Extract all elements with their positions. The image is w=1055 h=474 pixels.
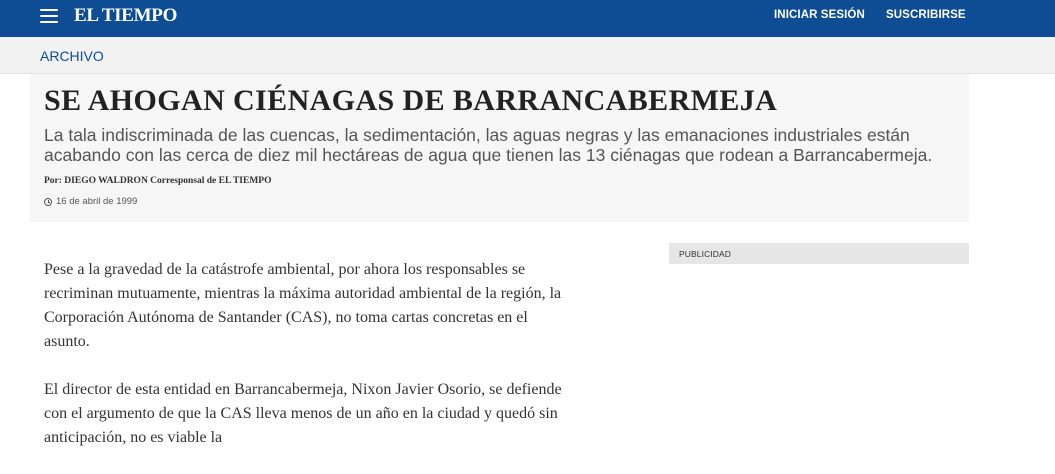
section-bar — [0, 37, 1055, 74]
advertisement-slot[interactable] — [669, 243, 969, 264]
article-header — [30, 74, 969, 222]
section-archivo-link[interactable]: ARCHIVO — [40, 48, 104, 64]
site-logo[interactable]: EL TIEMPO — [74, 5, 178, 26]
article-body — [44, 258, 564, 474]
clock-icon — [44, 198, 52, 206]
menu-icon[interactable] — [40, 9, 58, 23]
article-title: SE AHOGAN CIÉNAGAS DE BARRANCABERMEJA — [44, 84, 778, 117]
article-paragraph: El director de esta entidad en Barrancabermeja, Nixon Javier Osorio, se defiende con el argumento de que la CAS lleva menos de un año en la ciudad y quedó sin anticipación, no es viable la — [44, 381, 562, 446]
article-date-text: 16 de abril de 1999 — [56, 196, 138, 207]
article-date — [44, 196, 137, 207]
top-navigation-bar — [0, 0, 1055, 37]
article-byline: Por: DIEGO WALDRON Corresponsal de EL TIEMPO — [44, 176, 272, 186]
article-summary: La tala indiscriminada de las cuencas, la sedimentación, las aguas negras y las emanaciones industriales están acabando con las cerca de diez mil hectáreas de agua que tienen las 13 ciénagas que rodean a Barrancabermeja. — [44, 125, 933, 165]
advertisement-label: PUBLICIDAD — [679, 249, 732, 259]
subscribe-link[interactable]: SUSCRIBIRSE — [886, 9, 966, 21]
article-paragraph: Pese a la gravedad de la catástrofe ambiental, por ahora los responsables se recriminan mutuamente, mientras la máxima autoridad ambiental de la región, la Corporación Autónoma de Santander (CAS), no toma cartas concretas en el asunto. — [44, 261, 562, 350]
login-link[interactable]: INICIAR SESIÓN — [774, 9, 865, 21]
